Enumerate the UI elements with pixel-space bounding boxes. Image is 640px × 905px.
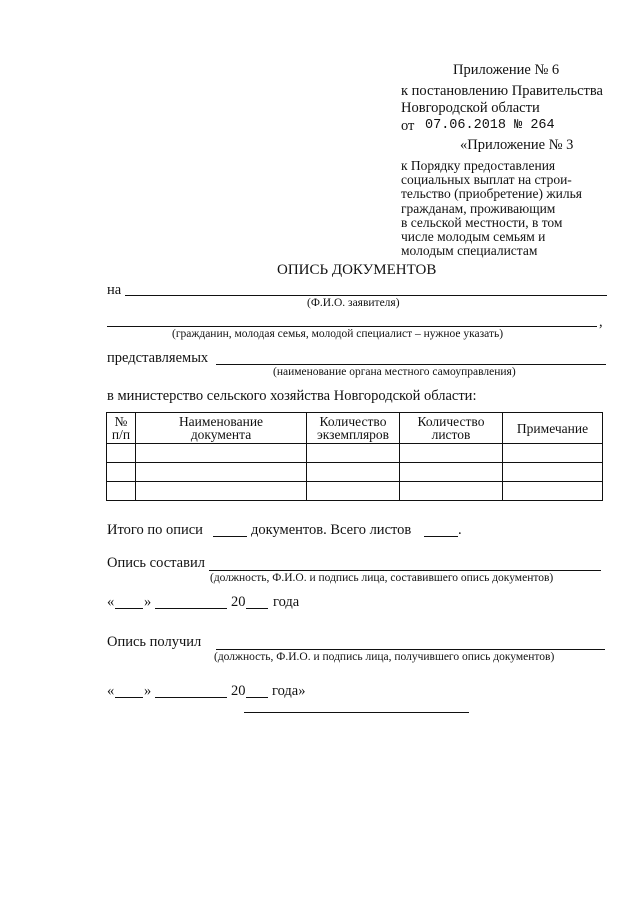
- received-month-blank[interactable]: [155, 697, 227, 698]
- compiled-month-blank[interactable]: [155, 608, 227, 609]
- authority-line[interactable]: [216, 364, 606, 365]
- col-header-number: [107, 413, 136, 444]
- procedure-line: в сельской местности, в том: [401, 214, 563, 230]
- table-cell[interactable]: [503, 463, 603, 482]
- totals-sheets-blank[interactable]: [424, 536, 458, 537]
- totals-label: Итого по описи: [107, 522, 203, 538]
- compiled-hint: (должность, Ф.И.О. и подпись лица, составившего опись документов): [210, 572, 554, 584]
- col-header-line: Количество: [319, 414, 387, 429]
- table-cell[interactable]: [107, 444, 136, 463]
- totals-end: .: [458, 522, 462, 538]
- col-header-line: Примечание: [516, 420, 589, 436]
- closing-divider: [244, 712, 469, 713]
- col-header-line: п/п: [111, 427, 131, 442]
- col-header-sheets: [400, 413, 503, 444]
- table-cell[interactable]: [400, 482, 503, 501]
- applicant-status-line[interactable]: [107, 326, 597, 327]
- table-cell[interactable]: [307, 482, 400, 501]
- received-signature-line[interactable]: [216, 649, 605, 650]
- compiled-signature-line[interactable]: [209, 570, 601, 571]
- received-year-suffix: года»: [272, 683, 306, 699]
- totals-docs-blank[interactable]: [213, 536, 247, 537]
- compiled-year-blank[interactable]: [246, 608, 268, 609]
- appendix-title: Приложение № 6: [453, 62, 560, 78]
- table-cell[interactable]: [107, 482, 136, 501]
- table-cell[interactable]: [400, 463, 503, 482]
- received-label: Опись получил: [107, 634, 202, 650]
- table-cell[interactable]: [307, 444, 400, 463]
- compiled-date-close-quote: »: [144, 594, 152, 610]
- procedure-line: к Порядку предоставления: [401, 158, 556, 173]
- compiled-year-suffix: года: [273, 594, 300, 610]
- compiled-date-open-quote: «: [107, 594, 115, 610]
- fio-hint: (Ф.И.О. заявителя): [307, 297, 400, 309]
- sub-appendix-title: «Приложение № 3: [460, 137, 574, 153]
- table-cell[interactable]: [503, 482, 603, 501]
- status-comma: ,: [599, 314, 603, 330]
- col-header-line: Наименование: [178, 414, 264, 429]
- submitted-label: представляемых: [107, 350, 209, 366]
- totals-docs-text: документов. Всего листов: [251, 522, 412, 538]
- table-row: [107, 482, 603, 501]
- on-label: на: [107, 282, 122, 298]
- appendix-decree-line1: к постановлению Правительства: [401, 83, 603, 99]
- received-hint: (должность, Ф.И.О. и подпись лица, получившего опись документов): [214, 651, 555, 663]
- received-year-blank[interactable]: [246, 697, 268, 698]
- col-header-line: Количество: [417, 414, 485, 429]
- table-cell[interactable]: [503, 444, 603, 463]
- procedure-line: социальных выплат на строи-: [401, 172, 572, 188]
- table-cell[interactable]: [136, 463, 307, 482]
- table-cell[interactable]: [107, 463, 136, 482]
- col-header-name: [136, 413, 307, 444]
- procedure-line: молодым специалистам: [401, 243, 538, 259]
- appendix-date-prefix: от: [401, 118, 415, 134]
- received-date-close-quote: »: [144, 683, 152, 699]
- documents-table: [106, 412, 603, 501]
- status-hint: (гражданин, молодая семья, молодой специалист – нужное указать): [172, 328, 504, 340]
- procedure-line: тельство (приобретение) жилья: [401, 186, 582, 202]
- authority-hint: (наименование органа местного самоуправления): [273, 366, 516, 378]
- received-year-prefix: 20: [231, 683, 246, 699]
- appendix-date-value: 07.06.2018 № 264: [425, 118, 555, 133]
- col-header-line: листов: [431, 427, 471, 442]
- document-title: ОПИСЬ ДОКУМЕНТОВ: [277, 262, 437, 278]
- table-row: [107, 444, 603, 463]
- table-row: [107, 463, 603, 482]
- col-header-line: документа: [190, 427, 252, 442]
- col-header-copies: [307, 413, 400, 444]
- table-cell[interactable]: [136, 482, 307, 501]
- applicant-fio-line[interactable]: [125, 295, 607, 296]
- received-day-blank[interactable]: [115, 697, 143, 698]
- appendix-decree-line2: Новгородской области: [401, 100, 540, 116]
- compiled-year-prefix: 20: [231, 594, 246, 610]
- col-header-note: [503, 413, 603, 444]
- col-header-line: экземпляров: [316, 427, 390, 442]
- procedure-reference: [401, 159, 611, 258]
- table-cell[interactable]: [400, 444, 503, 463]
- received-date-open-quote: «: [107, 683, 115, 699]
- procedure-line: гражданам, проживающим: [401, 200, 556, 216]
- table-header-row: [107, 413, 603, 444]
- procedure-line: числе молодым семьям и: [401, 229, 546, 245]
- table-cell[interactable]: [307, 463, 400, 482]
- compiled-day-blank[interactable]: [115, 608, 143, 609]
- compiled-label: Опись составил: [107, 555, 205, 571]
- ministry-line: в министерство сельского хозяйства Новгородской области:: [107, 388, 477, 404]
- table-cell[interactable]: [136, 444, 307, 463]
- col-header-line: №: [114, 414, 128, 429]
